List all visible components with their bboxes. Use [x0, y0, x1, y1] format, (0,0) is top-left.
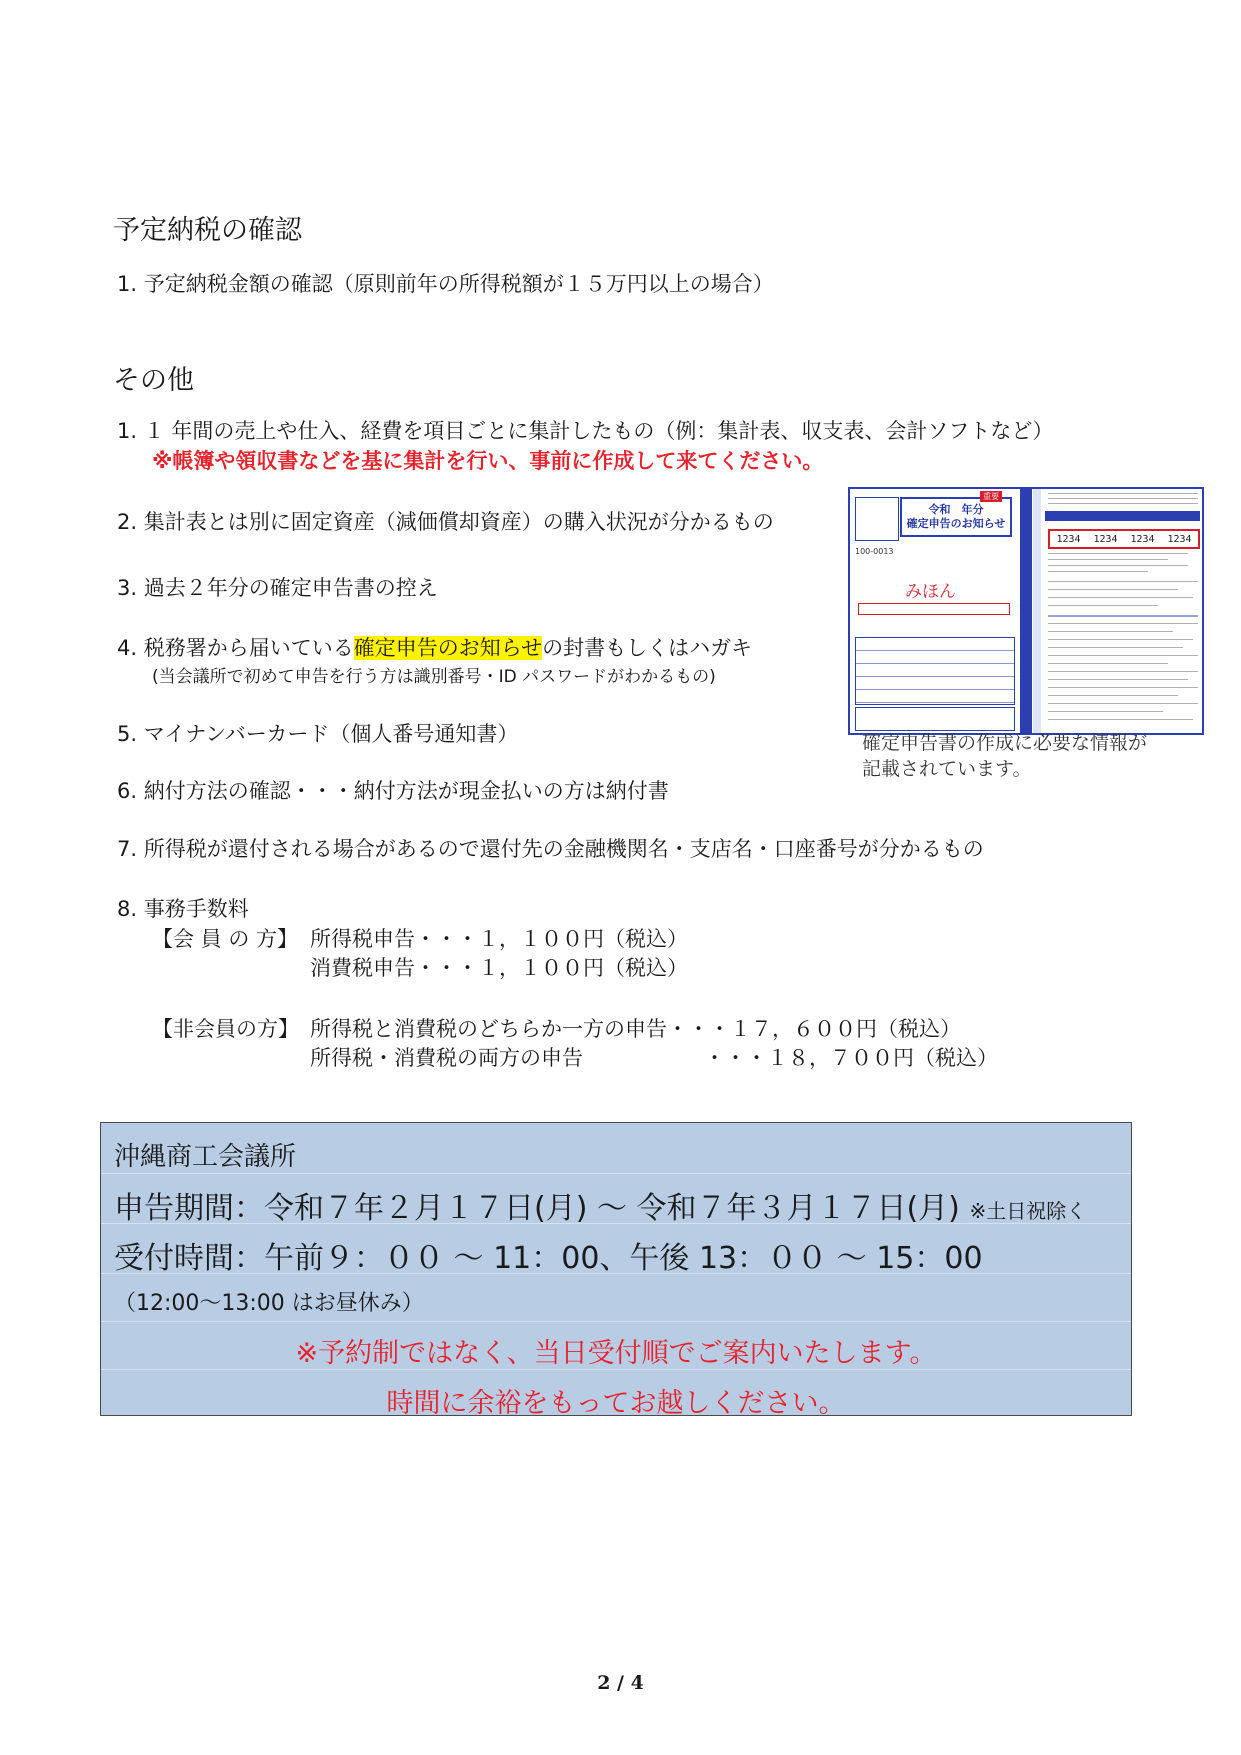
notice-sample-stamp: みほん	[905, 582, 956, 602]
notice-info-header	[1045, 511, 1200, 521]
other-item-2: 2. 集計表とは別に固定資産（減価償却資産）の購入状況が分かるもの	[117, 510, 774, 534]
notice-red-banner	[858, 603, 1010, 615]
other-item-4-note: (当会議所で初めて申告を行う方は識別番号・ID パスワードがわかるもの)	[152, 667, 716, 687]
other-item-4-highlight: 確定申告のお知らせ	[353, 636, 543, 660]
notice-id-codes: 1234 1234 1234 1234	[1048, 529, 1200, 549]
other-item-1: 1. １ 年間の売上や仕入、経費を項目ごとに集計したもの（例：集計表、収支表、会計ソフトなど）	[117, 419, 1054, 443]
fee-nonmember-label: 【非会員の方】	[152, 1017, 299, 1041]
info-lunch-break: （12:00～13:00 はお昼休み）	[114, 1291, 424, 1316]
other-item-6: 6. 納付方法の確認・・・納付方法が現金払いの方は納付書	[117, 779, 669, 803]
other-item-3: 3. 過去２年分の確定申告書の控え	[117, 576, 438, 600]
fee-member-income: 所得税申告・・・１，１００円（税込）	[310, 927, 688, 951]
notice-caption-line-1: 確定申告書の作成に必要な情報が	[862, 732, 1148, 754]
notice-divider-bar	[1020, 489, 1032, 733]
other-item-4-pre: 4. 税務署から届いている	[117, 636, 354, 660]
info-filing-period-text: 申告期間：令和７年２月１７日(月) ～ 令和７年３月１７日(月)	[114, 1191, 960, 1226]
notice-title-box	[900, 497, 1012, 537]
info-notice-arrive-early: 時間に余裕をもってお越しください。	[386, 1388, 846, 1419]
info-box	[100, 1122, 1132, 1419]
notice-era: 令和 年分	[928, 503, 984, 516]
fee-member-label: 【会 員 の 方】	[152, 927, 299, 951]
section-heading-yotei: 予定納税の確認	[113, 215, 302, 246]
info-filing-period-note: ※土日祝除く	[969, 1199, 1087, 1223]
notice-caption-line-2: 記載されています。	[862, 758, 1032, 780]
other-item-5: 5. マイナンバーカード（個人番号通知書）	[117, 722, 519, 746]
notice-envelope-front	[850, 489, 1015, 733]
info-org-name: 沖縄商工会議所	[114, 1142, 297, 1172]
info-notice-first-come: ※予約制ではなく、当日受付順でご案内いたします。	[295, 1338, 937, 1369]
yotei-item-1: 1. 予定納税金額の確認（原則前年の所得税額が１５万円以上の場合）	[117, 272, 774, 296]
other-item-8: 8. 事務手数料	[117, 897, 249, 921]
notice-urgent-badge: 重要	[980, 491, 1002, 502]
fee-nonmember-both-price: ・・・１８，７００円（税込）	[704, 1046, 998, 1070]
other-item-7: 7. 所得税が還付される場合があるので還付先の金融機関名・支店名・口座番号が分かるもの	[117, 837, 984, 861]
notice-sample-image	[848, 487, 1204, 735]
other-item-4-post: の封書もしくはハガキ	[542, 636, 753, 660]
notice-inner-page	[1045, 489, 1200, 733]
other-item-1-note: ※帳簿や領収書などを基に集計を行い、事前に作成して来てください。	[152, 449, 824, 473]
fee-nonmember-both-label: 所得税・消費税の両方の申告	[310, 1046, 583, 1070]
info-reception-hours: 受付時間：午前９：００ ～ 11：00、午後 13：００ ～ 15：00	[114, 1241, 983, 1276]
notice-postal-code: 100-0013	[855, 547, 894, 556]
other-item-4	[117, 632, 752, 662]
section-heading-other: その他	[113, 365, 194, 396]
postage-stamp-icon	[855, 497, 899, 541]
fee-member-consumption: 消費税申告・・・１，１００円（税込）	[310, 956, 688, 980]
notice-schedule-table	[855, 637, 1015, 705]
info-filing-period	[114, 1183, 1086, 1227]
page-number: 2 / 4	[597, 1672, 644, 1694]
notice-divider-stripe	[1033, 489, 1041, 733]
fee-nonmember-either: 所得税と消費税のどちらか一方の申告・・・１７，６００円（税込）	[310, 1017, 961, 1041]
notice-title: 確定申告のお知らせ	[906, 517, 1006, 530]
